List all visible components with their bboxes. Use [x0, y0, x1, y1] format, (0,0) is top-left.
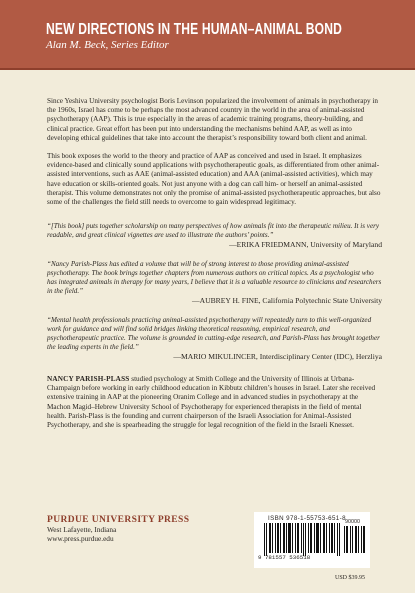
endorser-name: —AUBREY H. FINE,	[192, 296, 261, 306]
publisher-city: West Lafayette, Indiana	[47, 525, 117, 534]
endorser-name: —MARIO MIKULINCER,	[173, 352, 258, 362]
endorsement	[47, 260, 382, 306]
barcode-number: 9 781557 536518	[258, 554, 311, 561]
description-paragraph: This book exposes the world to the theory and practice of AAP as conceived and used in Israel. It emphasizes evidence-based and clinically sound applications with psychotherapeutic goals, as differentiated from other animal-assisted interventions, such as AAE (animal-assisted education) and AAA (animal-assisted activities), which may have education or skills-oriented goals. Not just anyone with a dog can call him- or herself an animal-assisted therapist. This volume demonstrates not only the promise of animal-assisted psychotherapeutic approaches, but also some of the challenges the field still needs to overcome to gain widespread legitimacy.	[47, 152, 381, 207]
endorsement-attribution	[47, 240, 382, 250]
endorsement	[47, 222, 382, 250]
price: USD $39.95	[335, 575, 366, 581]
author-name: NANCY PARISH-PLASS	[47, 375, 130, 384]
endorsement-quote: “Mental health professionals practicing animal-assisted psychotherapy will repeatedly turn to this well-organized work for guidance and will find solid bridges linking theoretical reasoning, empirical research, and psychotherapeutic practice. The volume is grounded in cutting-edge research, and Parish-Plass has brought together the leading experts in the field.”	[47, 316, 380, 352]
endorsement-attribution	[47, 296, 382, 306]
endorsement-quote: “Nancy Parish-Plass has edited a volume that will be of strong interest to those providing animal-assisted psychotherapy. The book brings together chapters from numerous authors on critical topics. As a psychologist who has integrated animals in therapy for many years, I believe that it is a valuable resource to clinicians and researchers in the field.”	[47, 260, 382, 296]
endorser-affiliation: California Polytechnic State University	[260, 296, 382, 306]
endorsement	[47, 316, 382, 362]
barcode-addon: 90000	[345, 519, 360, 525]
isbn-text: ISBN 978-1-55753-651-8	[268, 515, 346, 522]
publisher-name: PURDUE UNIVERSITY PRESS	[47, 515, 190, 525]
barcode	[254, 512, 370, 568]
publisher-block	[47, 515, 227, 543]
endorsement-quote: “[This book] puts together scholarship on many perspectives of how animals fit into the therapeutic milieu. It is very readable, and great clinical vignettes are used to illustrate the authors’ points.”	[47, 222, 379, 240]
author-bio-text: studied psychology at Smith College and the University of Illinois at Urbana-Champaign before working in early childhood education in Kibbutz children’s houses in Israel. Later she received extensive training in AAP at the pioneering Oranim College and in advanced studies in psychotherapy at the Machon Magid–Hebrew University School of Psychotherapy for experienced therapists in the field of mental health. Parish-Plass is the founding and current chairperson of the Israeli Association for Animal-Assisted Psychotherapy, and she is spearheading the struggle for legal recognition of the field in the Israeli Knesset.	[47, 375, 376, 429]
series-title: NEW DIRECTIONS IN THE HUMAN–ANIMAL BOND	[46, 21, 343, 38]
endorser-affiliation: Interdisciplinary Center (IDC), Herzliya	[257, 352, 382, 362]
series-editor: Alan M. Beck, Series Editor	[46, 39, 169, 51]
banner-rule	[0, 68, 415, 70]
endorser-name: —ERIKA FRIEDMANN,	[229, 240, 309, 250]
author-bio	[47, 375, 382, 430]
endorser-affiliation: University of Maryland	[308, 240, 382, 250]
endorsement-attribution	[47, 352, 382, 362]
description-paragraph: Since Yeshiva University psychologist Boris Levinson popularized the involvement of animals in psychotherapy in the 1960s, Israel has come to be perhaps the most advanced country in the world in the area of animal-assisted psychotherapy (AAP). This is true especially in the areas of academic training programs, theory-building, and clinical practice. Great effort has been put into understanding the mechanisms behind AAP, as well as into developing ethical guidelines that take into account the therapist’s responsibility toward both client and animal.	[47, 97, 378, 142]
publisher-url: www.press.purdue.edu	[47, 534, 114, 543]
back-cover-content	[47, 97, 382, 430]
series-banner	[0, 0, 415, 68]
